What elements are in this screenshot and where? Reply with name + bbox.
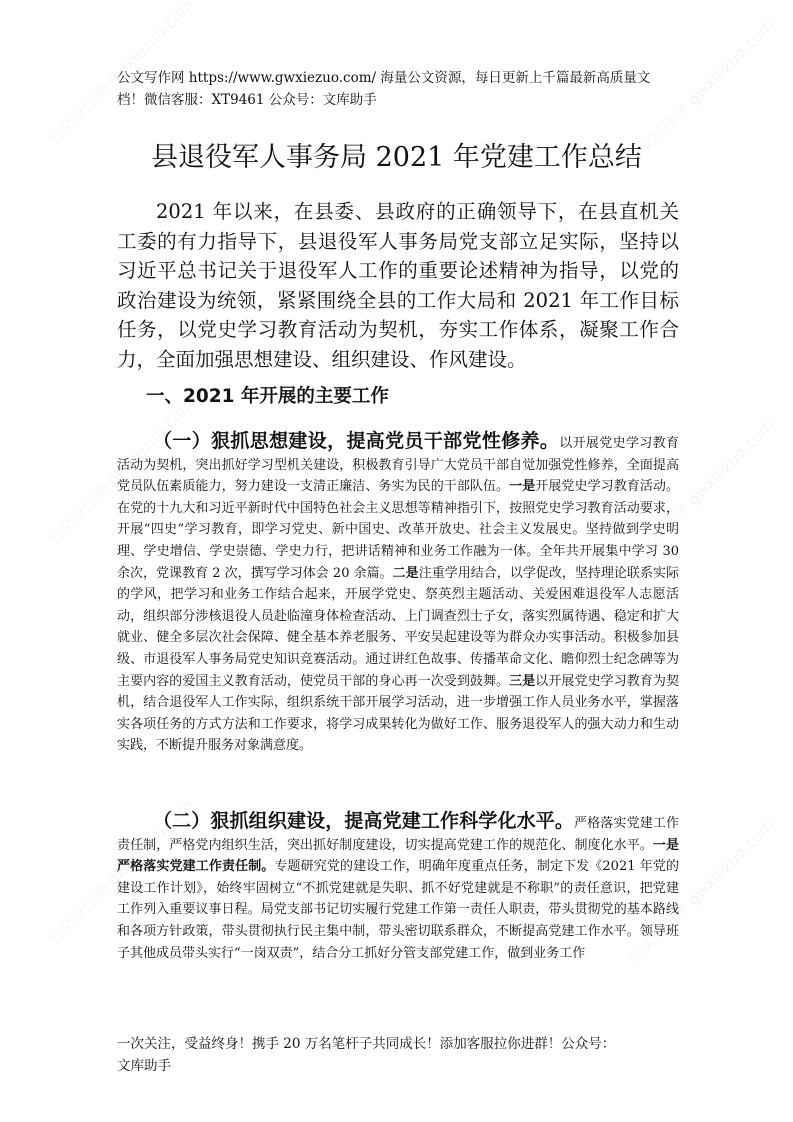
part2-text: 严格落实党建工作责任制，严格党内组织生活，突出抓好制度建设，切实提高党建工作的规范化、制度化水平。 — [117, 816, 679, 853]
page-footer — [117, 1033, 679, 1077]
page-header — [117, 67, 677, 111]
part1-text: 开展党史学习教育活动。在党的十九大和习近平新时代中国特色社会主义思想等精神指引下，按照党史学习教育活动要求，开展“四史”学习教育，即学习党史、新中国史、改革开放史、社会主义发展史。坚持做到学史明理、学史增信、学史崇德、学史力行，把讲话精神和业务工作融为一体。全年共开展集中学习 30 余次，党课教育 2 次，撰写学习体会 20 余篇。 — [117, 479, 679, 581]
point-lead: 二是 — [392, 565, 419, 581]
part2-paragraph — [117, 808, 679, 964]
point-lead: 三是 — [509, 673, 536, 689]
part1-text: 以开展党史学习教育为契机，结合退役军人工作实际，组织系统干部开展学习活动，进一步增强工作人员业务水平，掌握落实各项任务的方式方法和工作要求，将学习成果转化为做好工作、服务退役军人的强大动力和生动实践，不断提升服务对象满意度。 — [117, 673, 679, 754]
intro-paragraph: 2021 年以来，在县委、县政府的正确领导下，在县直机关工委的有力指导下，县退役军人事务局党支部立足实际，坚持以习近平总书记关于退役军人工作的重要论述精神为指导，以党的政治建设为统领，紧紧围绕全县的工作大局和 2021 年工作目标任务，以党史学习教育活动为契机，夯实工作体系，凝聚工作合力，全面加强思想建设、组织建设、作风建设。 — [117, 200, 679, 371]
part1-heading: （一）狠抓思想建设，提高党员干部党性修养。 — [153, 430, 560, 452]
part2-text: 专题研究党的建设工作，明确年度重点任务，制定下发《2021 年党的建设工作计划》，始终牢固树立“不抓党建就是失职、抓不好党建就是不称职”的责任意识，把党建工作列入重要议事日程。局党支部书记切实履行党建工作第一责任人职责，带头贯彻党的基本路线和各项方针政策，带头贯彻执行民主集中制，带头密切联系群众，不断提高党建工作水平。领导班子其他成员带头实行“一岗双责”，结合分工抓好分管支部党建工作，做到业务工作 — [117, 859, 679, 961]
footer-line: 一次关注，受益终身！携手 20 万名笔杆子共同成长！添加客服拉你进群！公众号： — [117, 1036, 616, 1052]
part1-text: 以开展党史学习教育活动为契机，突出抓好学习型机关建设，积极教育引导广大党员干部自觉加强党性修养，全面提高党员队伍素质能力，努力建设一支清正廉洁、务实为民的干部队伍。 — [117, 436, 679, 495]
section-heading: 一、2021 年开展的主要工作 — [146, 386, 389, 407]
part1-text: 注重学用结合，以学促改，坚持理论联系实际的学风，把学习和业务工作结合起来，开展学党史、祭英烈主题活动、关爱困难退役军人志愿活动，组织部分涉核退役人员赴临潼身体检查活动、上门调查烈士子女，落实烈属待遇、稳定和扩大就业、健全多层次社会保障、健全基本养老服务、平安吴起建设等为群众办实事活动。积极参加县级、市退役军人事务局党史知识竞赛活动。通过讲红色故事、传播革命文化、瞻仰烈士纪念碑等为主要内容的爱国主义教育活动，使党员干部的身心再一次受到鼓舞。 — [117, 565, 679, 689]
point-lead: 一是严格落实党建工作责任制。 — [117, 837, 679, 875]
header-line: 档！微信客服：XT9461 公众号：文库助手 — [117, 92, 377, 108]
part2-heading: （二）狠抓组织建设，提高党建工作科学化水平。 — [153, 810, 575, 832]
part1-paragraph — [117, 428, 679, 757]
header-line: 公文写作网 https://www.gwxiezuo.com/ 海量公文资源，每日更新上千篇最新高质量文 — [117, 70, 651, 86]
footer-line: 文库助手 — [117, 1058, 171, 1074]
point-lead: 一是 — [509, 479, 536, 495]
document-title: 县退役军人事务局 2021 年党建工作总结 — [151, 142, 642, 173]
